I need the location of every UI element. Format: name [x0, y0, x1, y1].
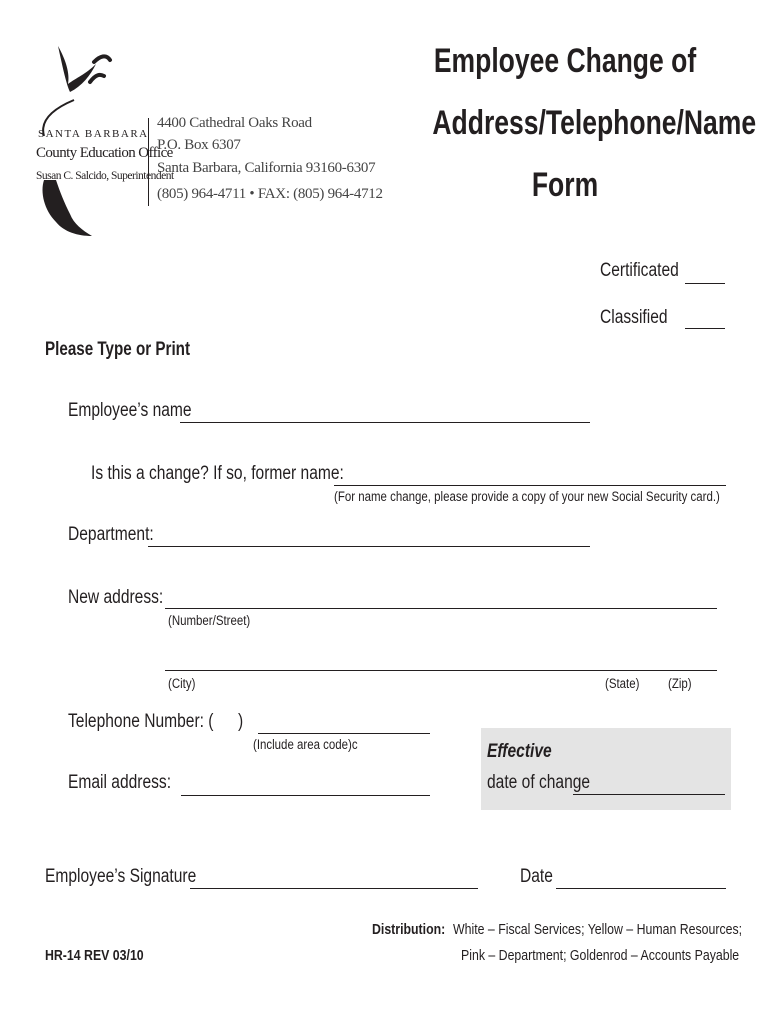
address-line-phone: (805) 964-4711 • FAX: (805) 964-4712: [157, 186, 383, 202]
distribution-line2: Pink – Department; Goldenrod – Accounts Payable: [461, 948, 740, 964]
form-title-line1: Employee Change of: [433, 42, 697, 80]
telephone-field[interactable]: [258, 733, 430, 734]
date-field[interactable]: [556, 888, 726, 889]
employee-name-label: Employee’s name: [68, 400, 192, 421]
email-label: Email address:: [68, 772, 172, 793]
date-of-change-field[interactable]: [573, 794, 725, 795]
type-or-print-instruction: Please Type or Print: [45, 339, 191, 360]
org-name-line2: County Education Office: [36, 145, 173, 161]
address-line-city: Santa Barbara, California 93160-6307: [157, 160, 376, 176]
distribution-label: Distribution:: [372, 922, 446, 938]
effective-label: Effective: [487, 741, 552, 762]
address-street-field[interactable]: [165, 608, 717, 609]
signature-label: Employee’s Signature: [45, 866, 197, 887]
state-note: (State): [605, 676, 640, 691]
classified-checkbox-line[interactable]: [685, 328, 725, 329]
department-field[interactable]: [148, 546, 590, 547]
department-label: Department:: [68, 524, 154, 545]
classified-label: Classified: [600, 307, 668, 328]
signature-field[interactable]: [190, 888, 478, 889]
city-note: (City): [168, 676, 196, 691]
former-name-note: (For name change, please provide a copy of your new Social Security card.): [334, 489, 720, 504]
new-address-label: New address:: [68, 587, 164, 608]
org-name-line1: SANTA BARBARA: [38, 128, 149, 140]
address-divider: [148, 118, 149, 206]
employee-name-field[interactable]: [180, 422, 590, 423]
address-city-state-zip-field[interactable]: [165, 670, 717, 671]
date-label: Date: [520, 866, 553, 887]
certificated-label: Certificated: [600, 260, 679, 281]
form-title-line3: Form: [531, 166, 599, 204]
form-code: HR-14 REV 03/10: [45, 948, 144, 964]
superintendent-name: Susan C. Salcido, Superintendent: [36, 170, 174, 182]
former-name-field[interactable]: [334, 485, 726, 486]
telephone-close-paren: ): [238, 711, 244, 732]
email-field[interactable]: [181, 795, 430, 796]
distribution-line1: White – Fiscal Services; Yellow – Human Resources;: [453, 922, 743, 938]
zip-note: (Zip): [668, 676, 692, 691]
form-title-line2: Address/Telephone/Name: [432, 104, 757, 142]
number-street-note: (Number/Street): [168, 613, 251, 628]
telephone-label: Telephone Number: (: [68, 711, 214, 732]
area-code-note: (Include area code)c: [253, 737, 358, 752]
certificated-checkbox-line[interactable]: [685, 283, 725, 284]
address-line-street: 4400 Cathedral Oaks Road: [157, 115, 312, 131]
date-of-change-label: date of change: [487, 772, 591, 793]
former-name-label: Is this a change? If so, former name:: [91, 463, 344, 484]
sbceo-logo-icon: [30, 40, 150, 245]
address-line-pobox: P.O. Box 6307: [157, 137, 241, 153]
